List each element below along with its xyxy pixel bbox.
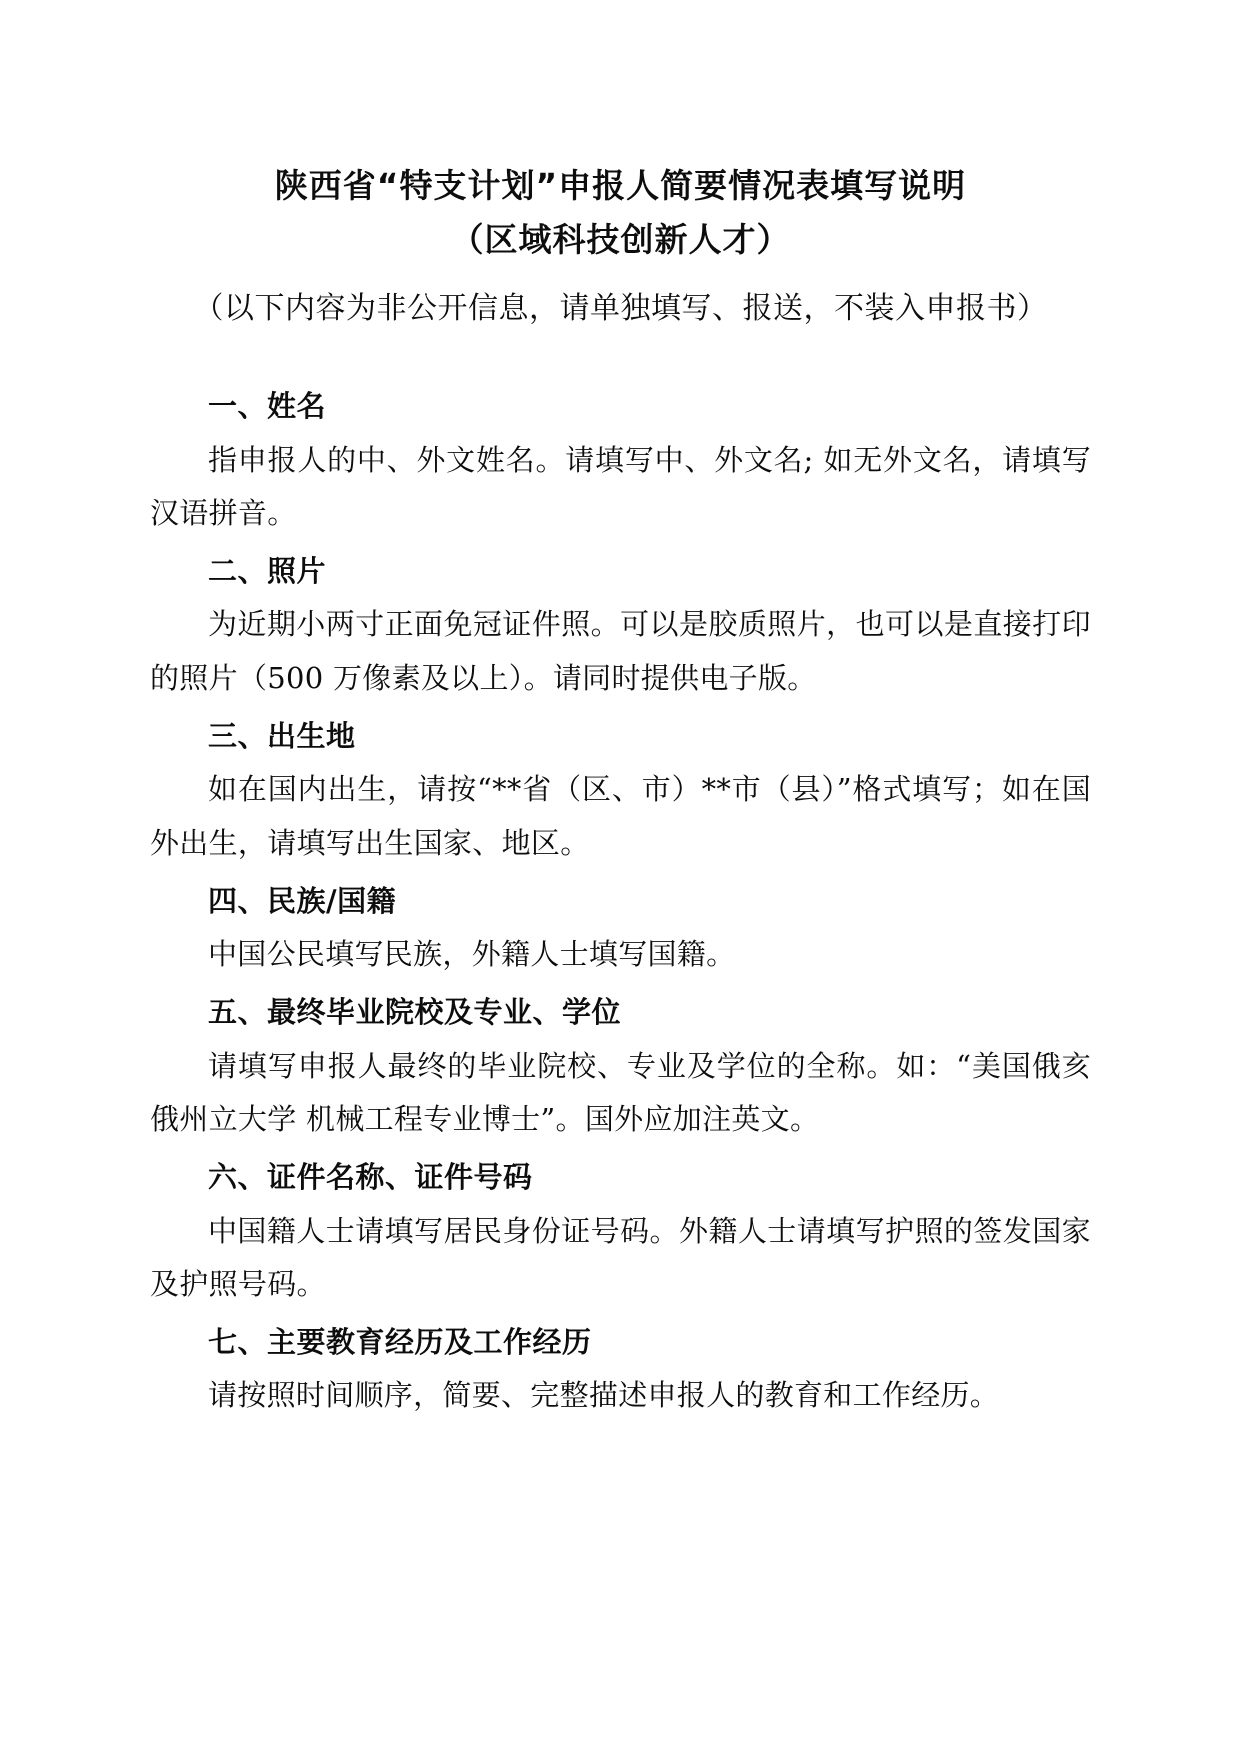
section-7-heading: 七、主要教育经历及工作经历 — [208, 1324, 592, 1359]
section-5-heading: 五、最终毕业院校及专业、学位 — [208, 994, 622, 1029]
section-2 — [150, 545, 1091, 706]
section-6 — [150, 1151, 1091, 1312]
section-4-heading: 四、民族/国籍 — [208, 883, 397, 918]
section-2-body: 为近期小两寸正面免冠证件照。可以是胶质照片，也可以是直接打印的照片（500 万像素及以上）。请同时提供电子版。 — [150, 607, 1091, 696]
section-4-body: 中国公民填写民族，外籍人士填写国籍。 — [208, 937, 736, 972]
section-1-heading: 一、姓名 — [208, 388, 327, 423]
section-6-body: 中国籍人士请填写居民身份证号码。外籍人士请填写护照的签发国家及护照号码。 — [150, 1213, 1091, 1302]
section-3-heading: 三、出生地 — [208, 718, 356, 753]
section-6-heading: 六、证件名称、证件号码 — [208, 1159, 533, 1194]
section-3-body: 如在国内出生，请按“**省（区、市）**市（县）”格式填写；如在国外出生，请填写出生国家、地区。 — [150, 772, 1091, 861]
section-3 — [150, 710, 1091, 871]
page-subtitle: （区域科技创新人才） — [450, 220, 791, 260]
section-1 — [150, 380, 1091, 541]
section-7 — [150, 1316, 1091, 1423]
page-note: （以下内容为非公开信息，请单独填写、报送，不装入申报书） — [193, 290, 1048, 326]
section-2-heading: 二、照片 — [208, 553, 327, 588]
section-5-body: 请填写申报人最终的毕业院校、专业及学位的全称。如：“美国俄亥俄州立大学 机械工程专业博士”。国外应加注英文。 — [150, 1048, 1091, 1137]
section-1-body: 指申报人的中、外文姓名。请填写中、外文名; 如无外文名，请填写汉语拼音。 — [150, 442, 1091, 531]
section-5 — [150, 986, 1091, 1147]
page-title: 陕西省“特支计划”申报人简要情况表填写说明 — [274, 166, 967, 205]
section-4 — [150, 875, 1091, 982]
section-7-body: 请按照时间顺序，简要、完整描述申报人的教育和工作经历。 — [208, 1378, 1000, 1413]
